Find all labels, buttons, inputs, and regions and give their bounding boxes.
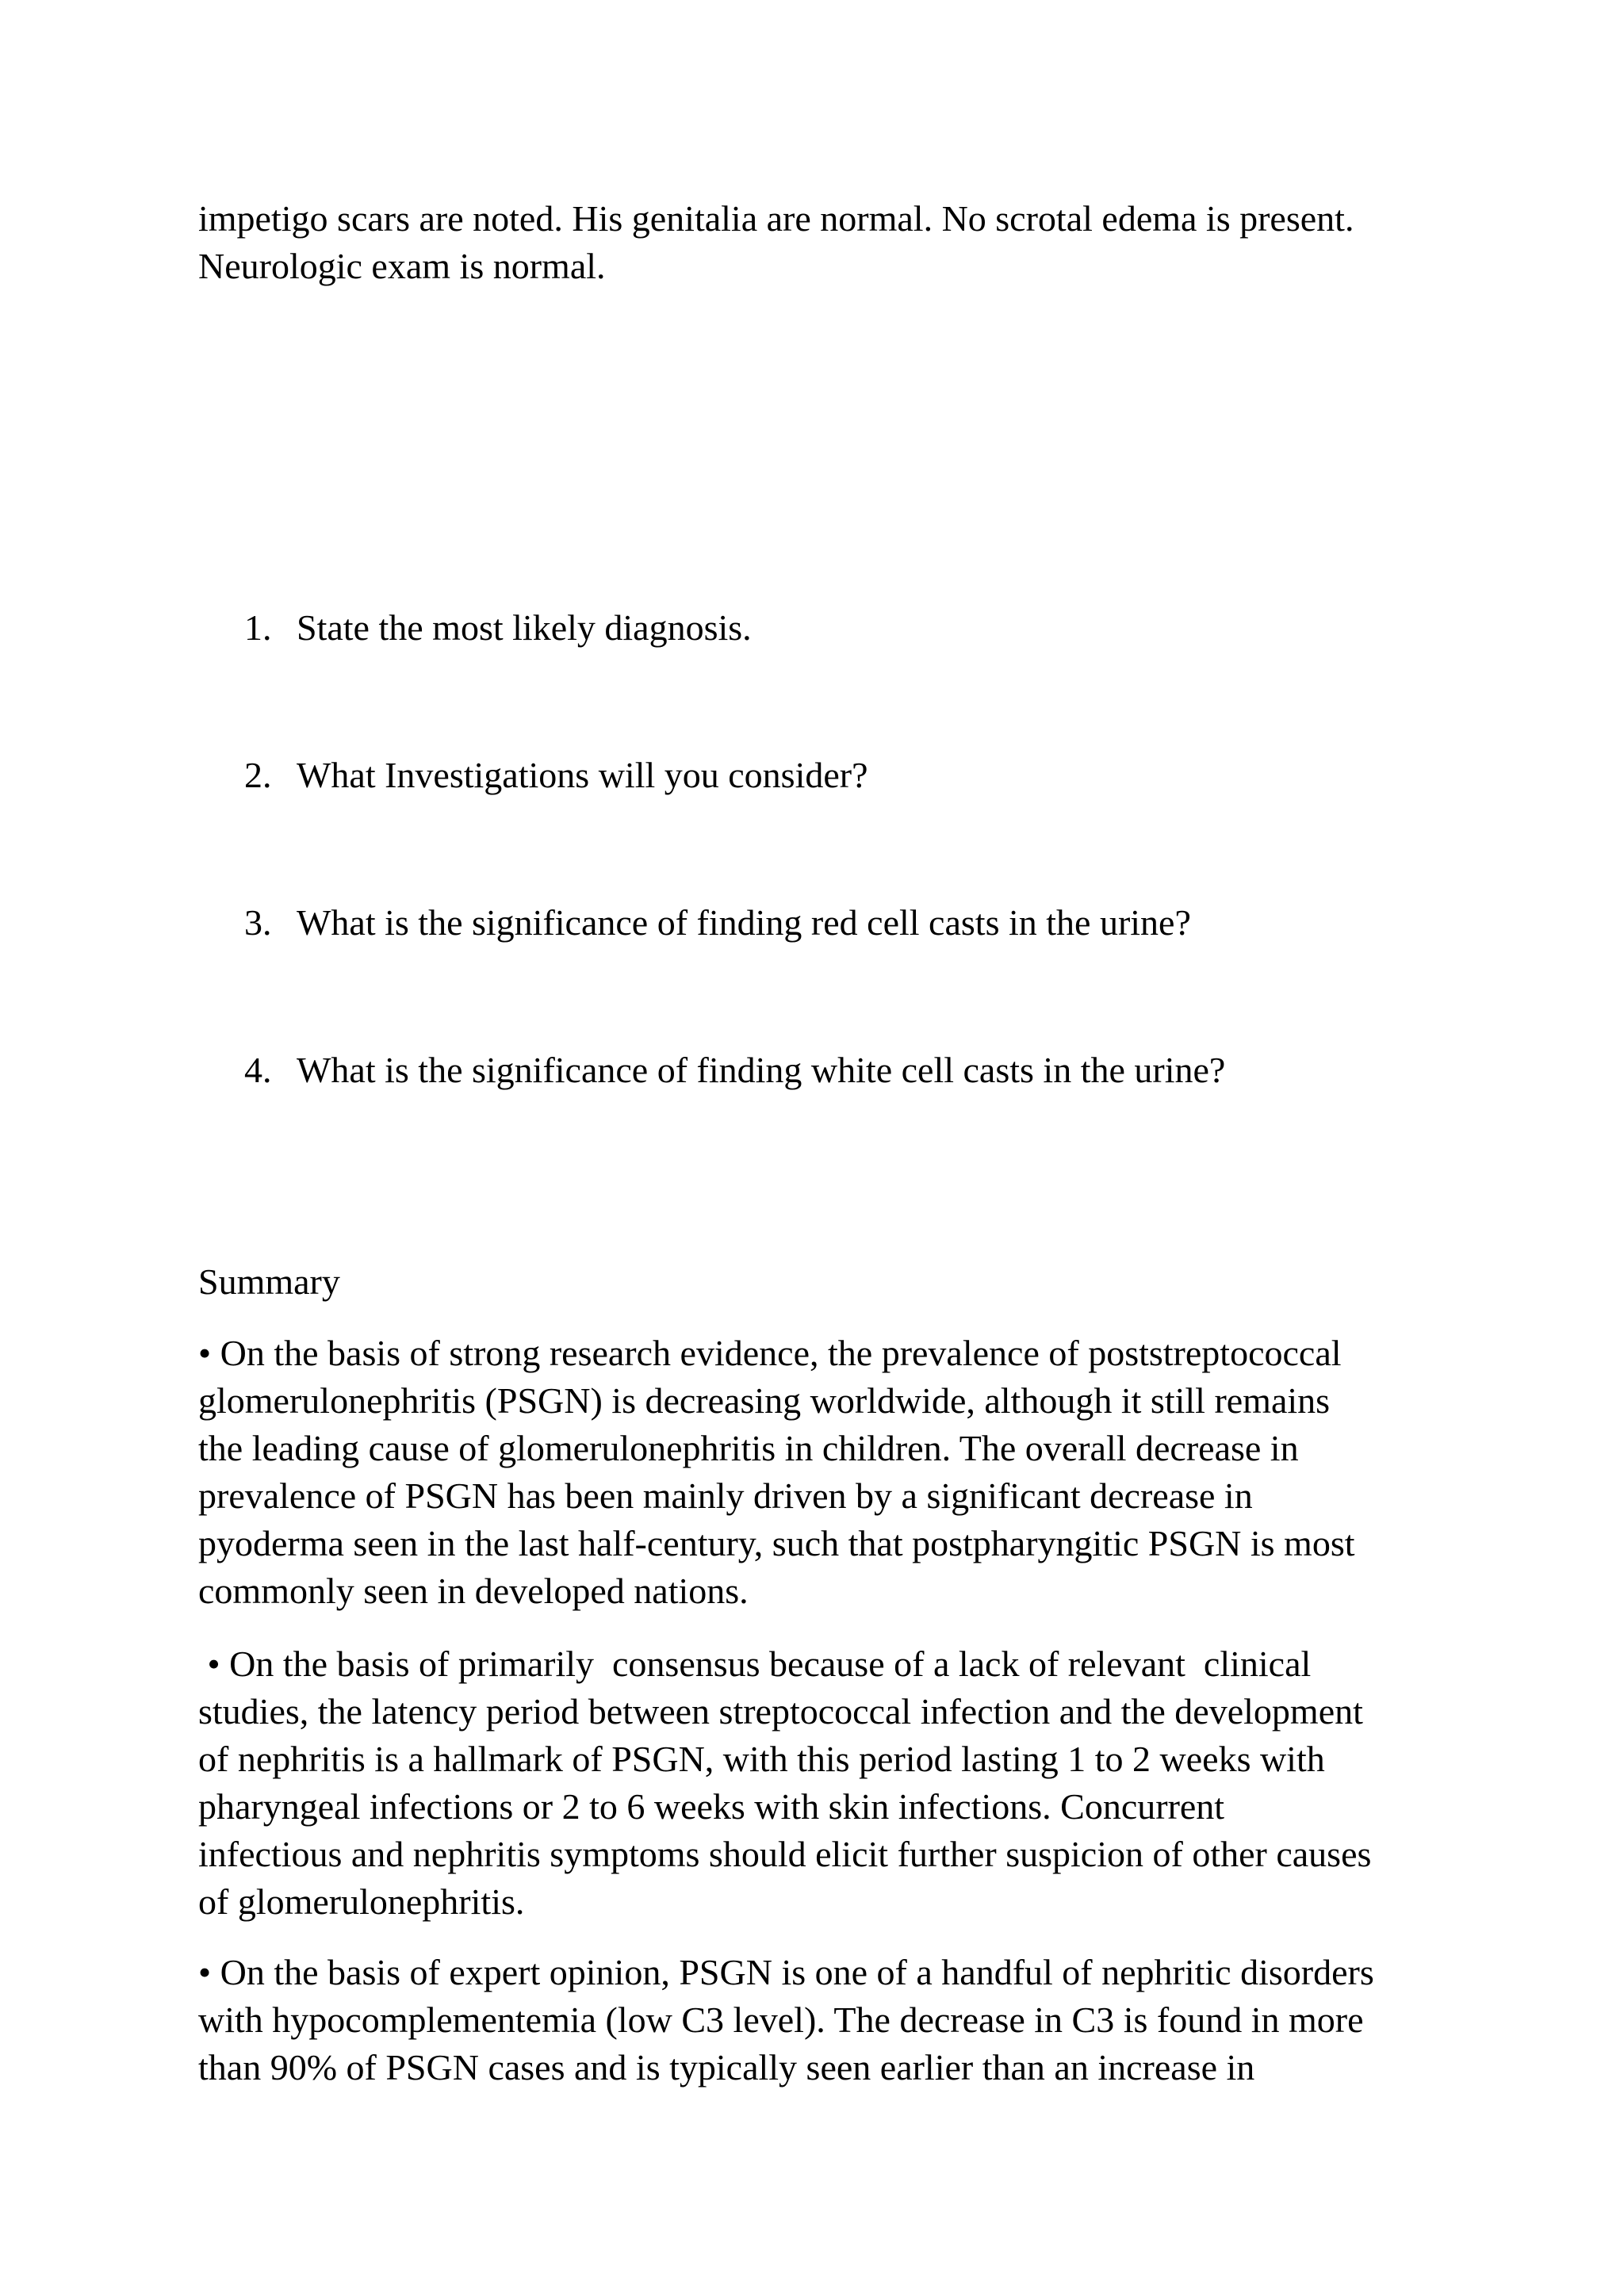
- summary-bullet: [198, 1949, 1451, 2091]
- bullet-line: the leading cause of glomerulonephritis in children. The overall decrease in: [198, 1428, 1299, 1468]
- summary-bullet: [198, 1640, 1451, 1926]
- question-text: What Investigations will you consider?: [297, 755, 868, 795]
- bullet-line: studies, the latency period between streptococcal infection and the development: [198, 1691, 1363, 1732]
- bullet-line: pyoderma seen in the last half-century, such that postpharyngitic PSGN is most: [198, 1523, 1355, 1563]
- bullet-line: glomerulonephritis (PSGN) is decreasing worldwide, although it still remains: [198, 1380, 1331, 1421]
- bullet-line: than 90% of PSGN cases and is typically seen earlier than an increase in: [198, 2047, 1255, 2087]
- intro-line: Neurologic exam is normal.: [198, 246, 606, 286]
- question-number: 3.: [244, 902, 272, 943]
- bullet-line: commonly seen in developed nations.: [198, 1571, 749, 1611]
- question-number: 2.: [244, 755, 272, 795]
- bullet-line: of glomerulonephritis.: [198, 1881, 525, 1922]
- question-number: 1.: [244, 607, 272, 648]
- summary-bullet: [198, 1330, 1451, 1615]
- question-text: State the most likely diagnosis.: [297, 607, 752, 648]
- bullet-line: of nephritis is a hallmark of PSGN, with this period lasting 1 to 2 weeks with: [198, 1739, 1325, 1779]
- question-item: [244, 752, 868, 799]
- question-text: What is the significance of finding red cell casts in the urine?: [297, 902, 1191, 943]
- question-text: What is the significance of finding white cell casts in the urine?: [297, 1050, 1226, 1090]
- bullet-line: prevalence of PSGN has been mainly driven by a significant decrease in: [198, 1475, 1253, 1516]
- bullet-line: • On the basis of primarily consensus because of a lack of relevant clinical: [198, 1644, 1312, 1684]
- bullet-line: with hypocomplementemia (low C3 level). The decrease in C3 is found in more: [198, 1999, 1364, 2040]
- question-number: 4.: [244, 1050, 272, 1090]
- question-item: [244, 604, 752, 652]
- summary-heading: Summary: [198, 1261, 340, 1302]
- bullet-line: pharyngeal infections or 2 to 6 weeks with skin infections. Concurrent: [198, 1786, 1225, 1827]
- intro-paragraph: [198, 195, 1451, 290]
- intro-line: impetigo scars are noted. His genitalia are normal. No scrotal edema is present.: [198, 198, 1354, 239]
- bullet-line: • On the basis of expert opinion, PSGN is one of a handful of nephritic disorders: [198, 1952, 1374, 1992]
- question-item: [244, 1047, 1225, 1094]
- question-item: [244, 899, 1191, 947]
- bullet-line: • On the basis of strong research evidence, the prevalence of poststreptococcal: [198, 1333, 1342, 1373]
- bullet-line: infectious and nephritis symptoms should elicit further suspicion of other causes: [198, 1834, 1372, 1874]
